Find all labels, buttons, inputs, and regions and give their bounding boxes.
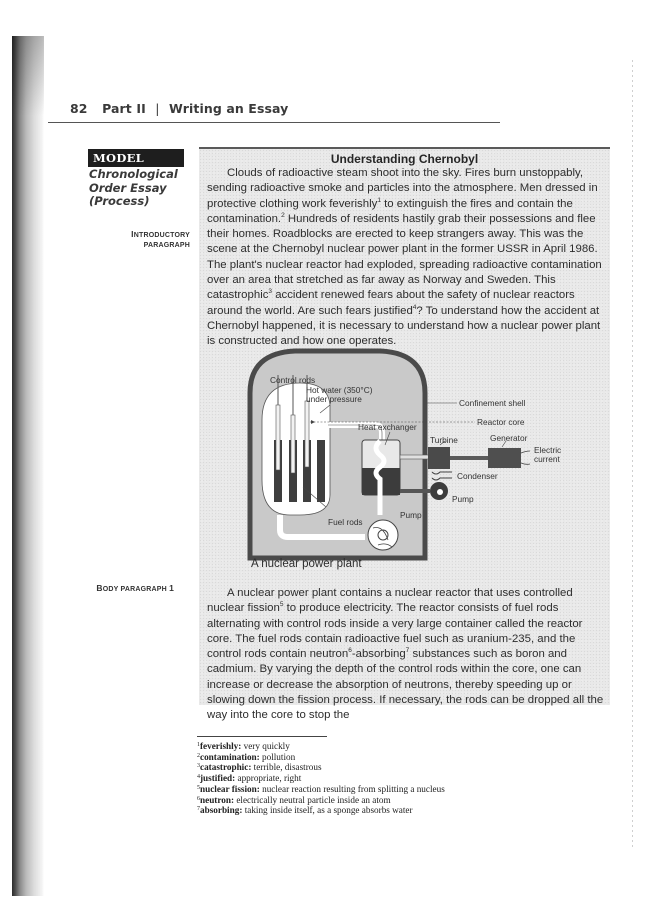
book-binding-shadow xyxy=(12,36,44,896)
label-confinement-shell: Confinement shell xyxy=(459,398,526,408)
label-pump-outer: Pump xyxy=(452,494,474,504)
label-hot-water: Hot water (350°C) xyxy=(306,385,373,395)
essay-type-line: Order Essay xyxy=(89,180,167,195)
footnote-ref: 4 xyxy=(412,303,417,311)
label-electric-current: Electric xyxy=(534,445,562,455)
footnote-ref: 7 xyxy=(405,647,410,655)
separator: | xyxy=(155,101,160,116)
footnote-item: $^1$feverishly: very quickly xyxy=(197,741,290,751)
footnote-item: $^4$justified: appropriate, right xyxy=(197,773,302,784)
body-paragraph-1-label: BODY PARAGRAPH 1 xyxy=(96,583,174,593)
footnote-item: $^2$contamination: pollution xyxy=(197,751,296,762)
body-paragraph-1: A nuclear power plant contains a nuclear reactor that uses controlled nuclear fission$^5$ to produce electricity. The reactor consists of fuel rods alternating with control rods inside a very large container called the reactor core. The fuel rods contain radioactive fuel such as uranium-235, and the control rods contain neutron$^6$-absorbing$^7$ substances such as boron and cadmium. By varying the depth of the control rods within the core, one can increase or decrease the absorption of neutrons, thereby speeding up or slowing down the fission process. If necessary, the rods can be dropped all the way into the core to stop the xyxy=(207,587,604,722)
label-reactor-core: Reactor core xyxy=(477,417,525,427)
page-number: 82 xyxy=(70,101,88,116)
footnote-item: $^3$catastrophic: terrible, disastrous xyxy=(197,762,322,773)
page-edge xyxy=(632,60,633,850)
svg-text:under pressure: under pressure xyxy=(306,394,362,404)
footnote-ref: 2 xyxy=(281,211,285,219)
nuclear-power-plant-diagram xyxy=(240,345,610,570)
footnote-ref: 1 xyxy=(377,196,381,204)
footnote-item: $^6$neutron: electrically neutral particle inside an atom xyxy=(197,794,391,805)
section-title: Writing an Essay xyxy=(169,101,289,116)
label-generator: Generator xyxy=(490,433,528,443)
footnote-item: $^7$absorbing: taking inside itself, as a sponge absorbs water xyxy=(197,805,413,816)
diagram-caption: A nuclear power plant xyxy=(251,558,362,570)
label-pump-inner: Pump xyxy=(400,510,422,520)
introductory-paragraph: Clouds of radioactive steam shoot into the sky. Fires burn unstoppably, sending radioactive smoke and particles into the atmosphere. Men dressed in protective clothing work feverishly$^1$ to extinguish the fires and contain the contamination.$^2$ Hundreds of residents hastily grab their possessions and flee their homes. Roadblocks are erected to keep strangers away. This was the scene at the Chernobyl nuclear power plant in the former USSR in April 1986. The plant's nuclear reactor had exploded, spreading radioactive contamination over an area that stretched as far away as Norway and Sweden. This catastrophic$^3$ accident renewed fears about the safety of nuclear reactors around the world. Are such fears justified$^4$? To understand how the accident at Chernobyl happened, it is necessary to understand how a nuclear power plant is constructed and how one operates. xyxy=(207,167,602,348)
label-condenser: Condenser xyxy=(457,471,498,481)
footnote-ref: 5 xyxy=(279,601,284,609)
model-badge: MODEL xyxy=(88,149,184,167)
essay-type-line: Chronological xyxy=(89,167,178,181)
footnote-ref: 3 xyxy=(268,288,273,296)
label-turbine: Turbine xyxy=(430,435,458,445)
introductory-paragraph-label: INTRODUCTORY PARAGRAPH xyxy=(131,229,190,249)
essay-title: Understanding Chernobyl xyxy=(330,152,479,166)
part-label: Part II xyxy=(102,101,146,116)
header-rule xyxy=(48,122,500,123)
svg-text:current: current xyxy=(534,454,560,464)
label-control-rods: Control rods xyxy=(270,375,316,385)
footnotes xyxy=(197,741,617,816)
footnote-ref: 6 xyxy=(348,647,352,655)
essay-type-label xyxy=(89,168,199,209)
running-head xyxy=(70,101,288,116)
footnote-item: $^5$nuclear fission: nuclear reaction resulting from splitting a nucleus xyxy=(197,783,445,794)
footnote-rule xyxy=(197,736,327,737)
essay-type-line: (Process) xyxy=(89,194,150,208)
label-fuel-rods: Fuel rods xyxy=(328,517,363,527)
label-heat-exchanger: Heat exchanger xyxy=(358,422,417,432)
